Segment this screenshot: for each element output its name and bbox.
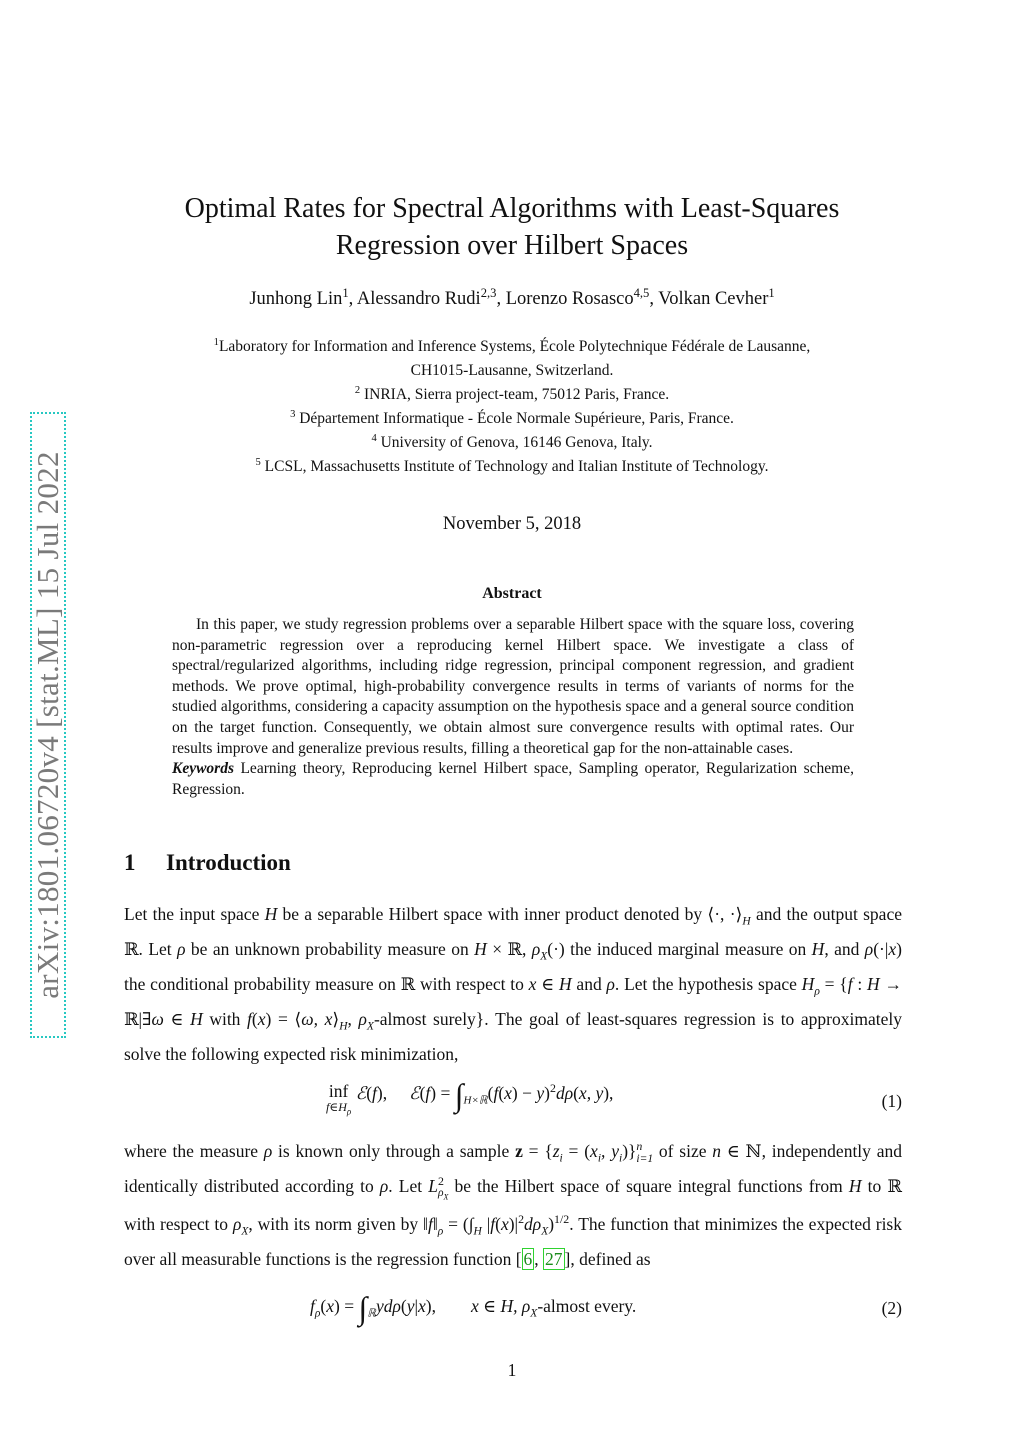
citation-link[interactable]: 6 <box>523 1249 533 1270</box>
author-list: Junhong Lin$^1$, Alessandro Rudi$^{2,3}$, Lorenzo Rosasco$^{4,5}$, Volkan Cevher$^1$ <box>249 285 775 309</box>
arxiv-stamp[interactable] <box>30 412 66 1038</box>
author-name: Lorenzo Rosasco <box>505 289 634 309</box>
author-affil-sup: 4,5 <box>633 285 650 300</box>
section-title: Introduction <box>166 850 291 875</box>
arxiv-id[interactable]: arXiv:1801.06720v4 [stat.ML] 15 Jul 2022 <box>30 451 65 999</box>
intro-paragraph-1: Let the input space H be a separable Hilbert space with inner product denoted by ⟨·, $\cdot⟩_H$ and the output space ℝ. Let ρ be an unknown probability measure on H × ℝ, $\rho_X(\cdot)$ the induced marginal measure on H, and ρ(·|x) the conditional probability measure on ℝ with respect to x ∈ H and ρ. Let the hypothesis space $H_\rho = \{f$ : H → ℝ|∃ω ∈ H with f(x) = ⟨ω, $x⟩_H$, $\rho_X$-almost surely}. The goal of least-squares regression is to approximately solve the following expected risk minimization, <box>124 904 902 1064</box>
keywords-label: Keywords <box>172 760 234 778</box>
author-affil-sup: 2,3 <box>480 285 497 300</box>
abstract-heading: Abstract <box>482 585 542 602</box>
title-line-2: Regression over Hilbert Spaces <box>335 230 689 261</box>
abstract-body <box>172 615 854 800</box>
citation-link[interactable]: 27 <box>545 1249 563 1270</box>
intro-paragraph-2: where the measure ρ is known only through a sample $z = \{z_i = (x_i$, $y_i)\}^n_{i=1}$ of size n ∈ ℕ, independently and identically distributed according to ρ. Let $L^2_{\rho_X}$ be the Hilbert space of square integral functions from H to ℝ with respect to $\rho_X$, with its norm given by $‖f‖_\rho = (\int_H$ $|f(x)|^2d\rho_X)^{1/2}$. The function that minimizes the expected risk over all measurable functions is the regression function [ 6 , 27 ], defined as <box>124 1139 902 1270</box>
section-heading <box>124 850 291 876</box>
author-affil-sup: 1 <box>342 285 349 300</box>
section-number: 1 <box>124 850 136 875</box>
keywords-text: Learning theory, Reproducing kernel Hilbert space, Sampling operator, Regularization scheme, Regression. <box>172 760 854 798</box>
author-affil-sup: 1 <box>768 285 775 300</box>
equation-2 <box>124 1289 902 1340</box>
equation-1 <box>124 1076 902 1127</box>
author-name: Junhong Lin <box>249 289 343 309</box>
affiliation-line: $^5$ LCSL, Massachusetts Institute of Technology and Italian Institute of Technology. <box>255 456 769 475</box>
author-name: Alessandro Rudi <box>356 289 481 309</box>
equation-2-body: $f_\rho(x) = \int_ℝyd\rho(y|x)$, x ∈ H, $\rho_X$-almost every. <box>310 1289 637 1326</box>
page-number: 1 <box>507 1360 517 1380</box>
affiliations <box>124 335 900 479</box>
equation-1-body: inf $f\in H_\rho$ ℰ(f), ℰ(f) = $\int_{H\times ℝ}(f(x) - y)^2d\rho(x$, y), <box>326 1076 614 1117</box>
affiliation-line: $^1$Laboratory for Information and Inference Systems, École Polytechnique Fédérale de Lausanne, <box>213 336 811 355</box>
equation-2-number: (2) <box>881 1298 902 1318</box>
affiliation-line: $^4$ University of Genova, 16146 Genova, Italy. <box>371 432 653 451</box>
affiliation-line: $^2$ INRIA, Sierra project-team, 75012 Paris, France. <box>354 384 670 403</box>
paper-date: November 5, 2018 <box>442 514 582 534</box>
abstract-text: In this paper, we study regression problems over a separable Hilbert space with the square loss, covering non-parametric regression over a reproducing kernel Hilbert space. We investigate a class of spectral/regularized algorithms, including ridge regression, principal component regression, and gradient methods. We prove optimal, high-probability convergence results in terms of variants of norms for the studied algorithms, considering a capacity assumption on the hypothesis space and a general source condition on the target function. Consequently, we obtain almost sure convergence results with optimal rates. Our results improve and generalize previous results, filling a theoretical gap for the non-attainable cases. <box>172 616 854 757</box>
affiliation-line: CH1015-Lausanne, Switzerland. <box>410 362 614 379</box>
title-line-1: Optimal Rates for Spectral Algorithms with Least-Squares <box>184 193 840 224</box>
author-name: Volkan Cevher <box>658 289 769 309</box>
paper-title <box>124 190 900 264</box>
affiliation-line: $^3$ Département Informatique - École Normale Supérieure, Paris, France. <box>290 408 734 427</box>
equation-1-number: (1) <box>881 1091 902 1111</box>
